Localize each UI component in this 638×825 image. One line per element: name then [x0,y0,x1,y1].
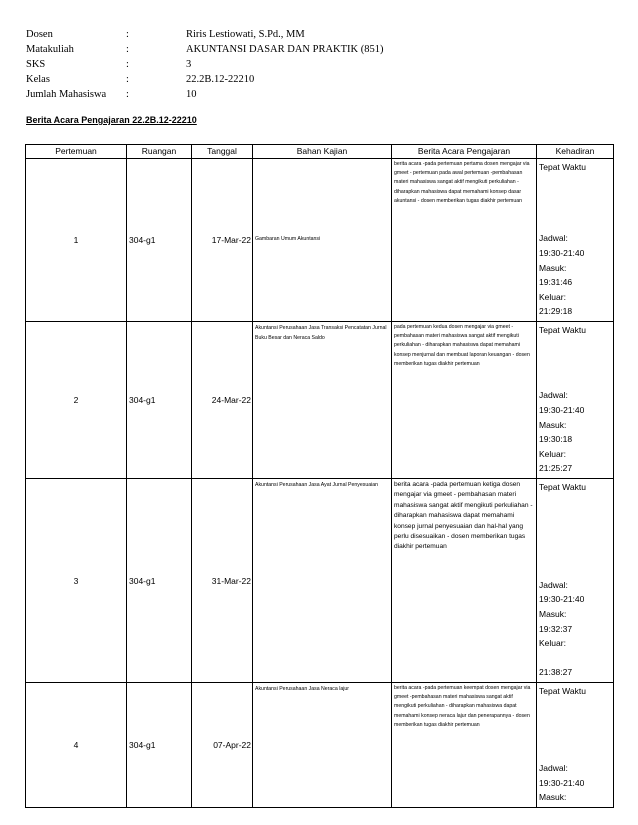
jadwal-value: 19:30-21:40 [539,594,585,605]
jadwal-label: Jadwal: [539,233,568,244]
masuk-value: 19:30:18 [539,434,573,445]
spacer [539,651,611,666]
kehadiran-status: Tepat Waktu [539,162,586,172]
cell-pertemuan: 4 [26,683,127,808]
info-row-dosen [26,27,626,42]
info-row-matakuliah [26,42,626,57]
masuk-value: 19:32:37 [539,623,573,634]
info-value: 22.2B.12-22210 [186,74,255,85]
header-kehadiran: Kehadiran [537,145,614,159]
jadwal-label: Jadwal: [539,579,568,590]
cell-ruangan: 304-g1 [127,683,192,808]
table-row [26,322,614,479]
info-separator: : [126,44,129,55]
course-info [26,27,626,102]
cell-berita-acara: berita acara -pada pertemuan ketiga dosen mengajar via gmeet - pembahasan materi mahasiswa sangat aktif mengikuti perkuliahan - diharapkan mahasiswa dapat memahami konsep jurnal penyesuaian dan hal-hal yang perlu disesuaikan - dosen memberikan tugas diakhir pertemuan [392,479,537,683]
jadwal-label: Jadwal: [539,763,568,774]
info-separator: : [126,74,129,85]
jadwal-label: Jadwal: [539,390,568,401]
cell-ruangan: 304-g1 [127,322,192,479]
masuk-label: Masuk: [539,792,567,803]
header-ruangan: Ruangan [127,145,192,159]
info-separator: : [126,29,129,40]
cell-kehadiran [537,322,614,479]
info-label: Matakuliah [26,44,74,55]
info-separator: : [126,59,129,70]
cell-berita-acara: berita acara -pada pertemuan keempat dosen mengajar via gmeet -pembahasan materi mahasiswa sangat aktif mengikuti perkuliahan - diharapkan mahasiswa dapat memahami konsep neraca lajur dan penerapannya - dosen memberikan tugas diakhir pertemuan [392,683,537,808]
table-row [26,683,614,808]
info-separator: : [126,89,129,100]
cell-pertemuan: 2 [26,322,127,479]
kehadiran-status: Tepat Waktu [539,482,586,492]
cell-bahan-kajian: Akuntansi Perusahaan Jasa Ayat Jurnal Penyesuaian [253,479,392,683]
masuk-label: Masuk: [539,262,567,273]
keluar-label: Keluar: [539,638,566,649]
cell-berita-acara: berita acara -pada pertemuan pertama dosen mengajar via gmeet - pertemuan pada awal pertemuan -pembahasan materi mahasiswa sangat aktif mengikuti perkuliahan - diharapkan mahasiswa dapat memahami konsep dasar akuntansi - dosen memberikan tugas diakhir pertemuan [392,159,537,322]
cell-bahan-kajian: Akuntansi Perusahaan Jasa Neraca lajur [253,683,392,808]
cell-pertemuan: 1 [26,159,127,322]
info-label: SKS [26,59,46,70]
cell-berita-acara: pada pertemuan kedua dosen mengajar via gmeet -pembahasan materi mahasiswa sangat aktif mengikuti perkuliahan - diharapkan mahasiswa dapat memahami konsep menjurnal dan membuat laporan keuangan - dosen memberikan tugas diakhir pertemuan [392,322,537,479]
cell-ruangan: 304-g1 [127,479,192,683]
info-value: 10 [186,89,197,100]
jadwal-value: 19:30-21:40 [539,248,585,259]
jadwal-value: 19:30-21:40 [539,777,585,788]
cell-kehadiran [537,683,614,808]
keluar-value: 21:38:27 [539,667,573,678]
header-bahan-kajian: Bahan Kajian [253,145,392,159]
keluar-label: Keluar: [539,448,566,459]
masuk-label: Masuk: [539,419,567,430]
info-value: Riris Lestiowati, S.Pd., MM [186,29,305,40]
cell-bahan-kajian: Gambaran Umum Akuntansi [253,159,392,322]
table-row [26,479,614,683]
cell-ruangan: 304-g1 [127,159,192,322]
masuk-value: 19:31:46 [539,277,573,288]
kehadiran-status: Tepat Waktu [539,686,586,696]
cell-tanggal: 31-Mar-22 [192,479,253,683]
info-label: Kelas [26,74,50,85]
cell-kehadiran [537,479,614,683]
info-row-sks [26,57,626,72]
keluar-value: 21:29:18 [539,306,573,317]
cell-kehadiran [537,159,614,322]
table-row [26,159,614,322]
cell-tanggal: 17-Mar-22 [192,159,253,322]
cell-bahan-kajian: Akuntansi Perusahaan Jasa Transaksi Pencatatan Jurnal Buku Besar dan Neraca Saldo [253,322,392,479]
keluar-label: Keluar: [539,291,566,302]
info-value: AKUNTANSI DASAR DAN PRAKTIK (851) [186,44,384,55]
info-row-jumlah-mahasiswa [26,87,626,102]
cell-pertemuan: 3 [26,479,127,683]
header-tanggal: Tanggal [192,145,253,159]
berita-acara-title: Berita Acara Pengajaran 22.2B.12-22210 [26,115,197,125]
info-label: Dosen [26,29,53,40]
keluar-value: 21:25:27 [539,463,573,474]
masuk-label: Masuk: [539,609,567,620]
kehadiran-status: Tepat Waktu [539,325,586,335]
header-berita-acara: Berita Acara Pengajaran [392,145,537,159]
table-header-row [26,145,614,159]
info-row-kelas [26,72,626,87]
info-value: 3 [186,59,192,70]
header-pertemuan: Pertemuan [26,145,127,159]
info-label: Jumlah Mahasiswa [26,89,107,100]
jadwal-value: 19:30-21:40 [539,405,585,416]
berita-acara-table [25,144,614,808]
cell-tanggal: 07-Apr-22 [192,683,253,808]
cell-tanggal: 24-Mar-22 [192,322,253,479]
